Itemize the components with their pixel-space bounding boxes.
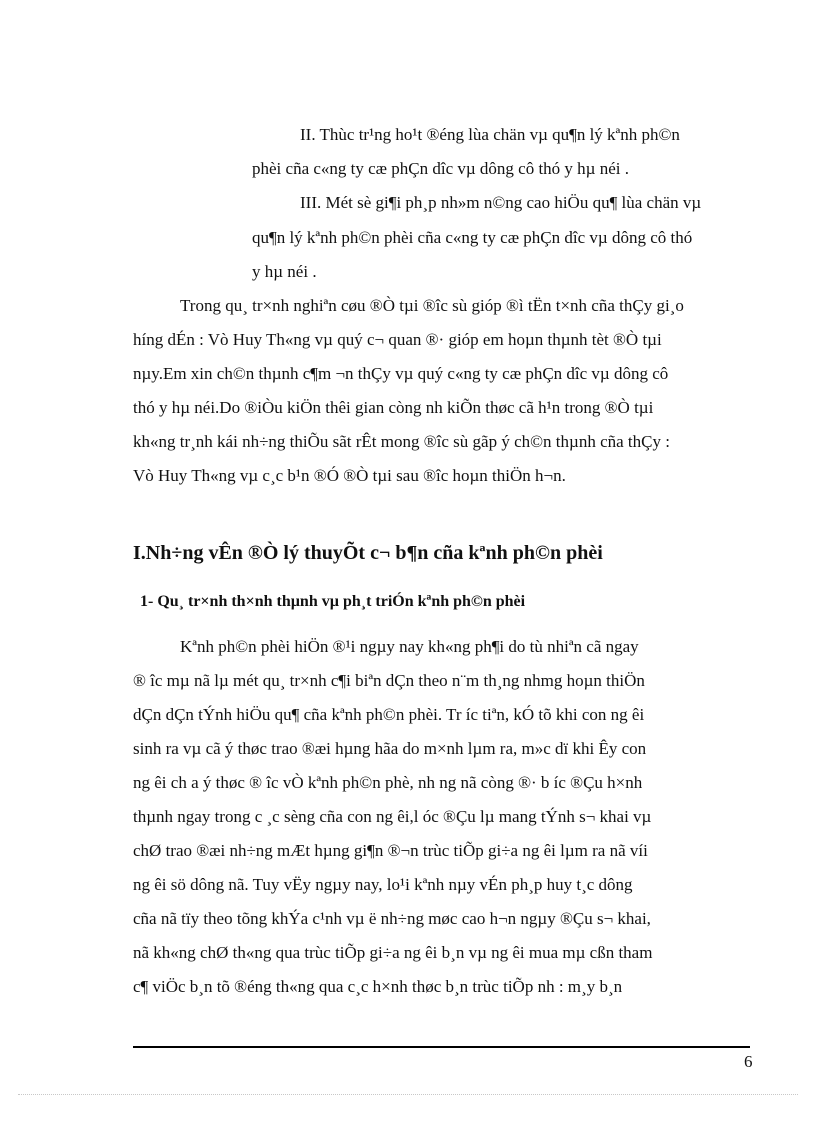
text-line: II. Thùc tr¹ng ho¹t ®éng lùa chän vµ qu¶n lý kªnh ph©n (300, 125, 680, 144)
text-line: III. Mét sè gi¶i ph¸p nh»m n©ng cao hiÖu qu¶ lùa chän vµ (300, 193, 702, 212)
text-line: Vò Huy Th«ng vµ c¸c b¹n ®Ó ®Ò tµi sau ®îc hoµn thiÖn h¬n. (133, 466, 566, 485)
text-line: ng êi sö dông nã. Tuy vËy ngµy nay, lo¹i kªnh nµy vÉn ph¸p huy t¸c dông (133, 875, 633, 894)
text-line: y hµ néi . (252, 262, 317, 281)
text-line: sinh ra vµ cã ý thøc trao ®æi hµng hãa do m×nh lµm ra, m»c dï khi Êy con (133, 739, 647, 758)
text-line: nã kh«ng chØ th«ng qua trùc tiÕp gi÷a ng êi b¸n vµ ng êi mua mµ cßn tham (133, 943, 653, 962)
text-line: ® îc mµ nã lµ mét qu¸ tr×nh c¶i biªn dÇn theo n¨m th¸ng nhmg hoµn thiÖn (133, 671, 645, 690)
text-line: nµy.Em xin ch©n thµnh c¶m ¬n thÇy vµ quý c«ng ty cæ phÇn dîc vµ dông cô (133, 364, 669, 383)
text-line: qu¶n lý kªnh ph©n phèi cña c«ng ty cæ phÇn dîc vµ dông cô thó (252, 228, 693, 247)
text-line: chØ trao ®æi nh÷ng mÆt hµng gi¶n ®¬n trùc tiÕp gi÷a ng êi lµm ra nã víi (133, 841, 648, 860)
text-line: cña nã tïy theo tõng khÝa c¹nh vµ ë nh÷ng møc cao h¬n ngµy ®Çu s¬ khai, (133, 909, 651, 928)
page-number: 6 (744, 1052, 753, 1071)
text-line: dÇn dÇn tÝnh hiÖu qu¶ cña kªnh ph©n phèi. Tr íc tiªn, kÓ tõ khi con ng êi (133, 705, 645, 724)
text-line: kh«ng tr¸nh kái nh÷ng thiÕu sãt rÊt mong ®îc sù gãp ý ch©n thµnh cña thÇy : (133, 432, 670, 451)
text-line: c¶ viÖc b¸n tõ ®éng th«ng qua c¸c h×nh thøc b¸n trùc tiÕp nh : m¸y b¸n (133, 977, 623, 996)
text-line: phèi cña c«ng ty cæ phÇn dîc vµ dông cô thó y hµ néi . (252, 159, 629, 178)
text-line: Trong qu¸ tr×nh nghiªn cøu ®Ò tµi ®îc sù gióp ®ì tËn t×nh cña thÇy gi¸o (180, 296, 684, 315)
text-line: Kªnh ph©n phèi hiÖn ®¹i ngµy nay kh«ng ph¶i do tù nhiªn cã ngay (180, 637, 639, 656)
page-bottom-edge (18, 1094, 798, 1095)
text-line: thó y hµ néi.Do ®iÒu kiÖn thêi gian còng nh kiÕn thøc cã h¹n trong ®Ò tµi (133, 398, 654, 417)
footer-rule (133, 1046, 750, 1048)
section-heading: I.Nh÷ng vÊn ®Ò lý thuyÕt c¬ b¶n cña kªnh ph©n phèi (133, 542, 603, 564)
text-line: thµnh ngay trong c ¸c sèng cña con ng êi,l óc ®Çu lµ mang tÝnh s¬ khai vµ (133, 807, 652, 826)
text-line: ng êi ch a ý thøc ® îc vÒ kªnh ph©n phè, nh ng nã còng ®· b íc ®Çu h×nh (133, 773, 643, 792)
subsection-heading: 1- Qu¸ tr×nh th×nh thµnh vµ ph¸t triÓn kªnh ph©n phèi (140, 593, 526, 610)
text-line: híng dÉn : Vò Huy Th«ng vµ quý c¬ quan ®· gióp em hoµn thµnh tèt ®Ò tµi (133, 330, 662, 349)
